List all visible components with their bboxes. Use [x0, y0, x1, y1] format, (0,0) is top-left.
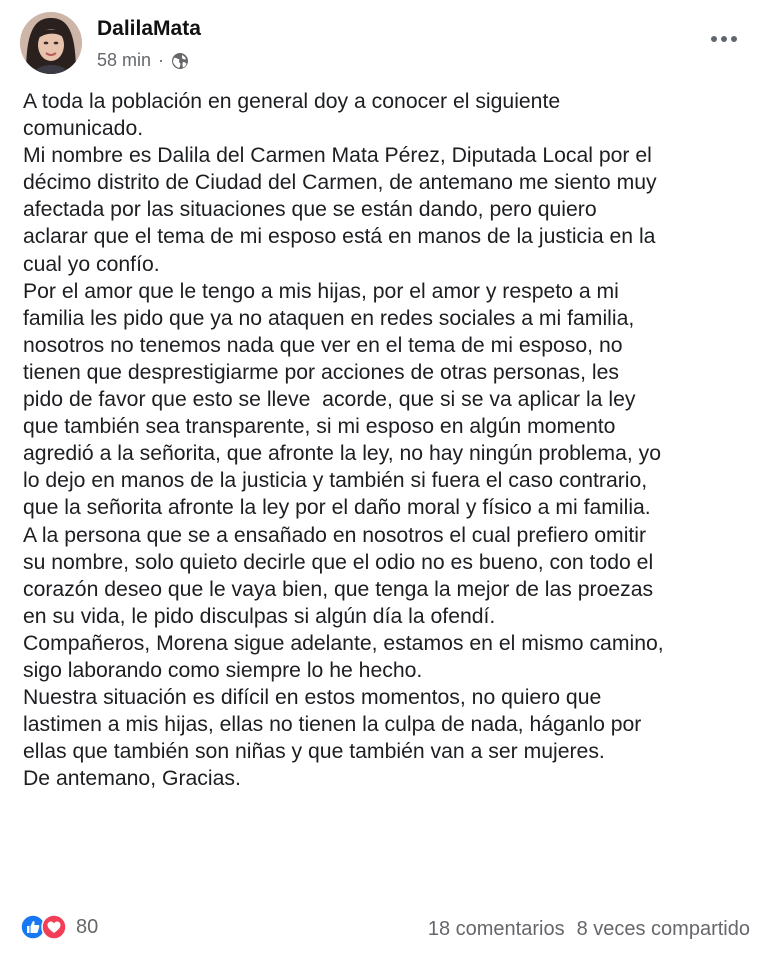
- post-time[interactable]: 58 min: [97, 50, 152, 70]
- dot: [711, 36, 717, 42]
- post-paragraph: Compañeros, Morena sigue adelante, estamos en el mismo camino, sigo laborando como siempre lo he hecho.: [23, 631, 664, 682]
- post-stats: [428, 918, 750, 941]
- reactions-summary[interactable]: [20, 914, 98, 940]
- post-paragraph: De antemano, Gracias.: [23, 767, 241, 791]
- dot-separator: ·: [158, 50, 165, 70]
- avatar[interactable]: [20, 12, 82, 74]
- post-paragraph: Por el amor que le tengo a mis hijas, por el amor y respeto a mi familia les pido que ya no ataquen en redes sociales a mi familia, nosotros no tenemos nada que ver en el tema de mi esposo, no tienen que desprestigiarme por acciones de otras personas, les pido de favor que esto se lleve acorde, que si se va aplicar la ley que también sea transparente, si mi esposo en algún momento agredió a la señorita, que afronte la ley, no hay ningún problema, yo lo dejo en manos de la justicia y también si fuera el caso contrario, que la señorita afronte la ley por el daño moral y físico a mi familia.: [23, 279, 662, 520]
- post-footer: [20, 914, 750, 948]
- post-header: [20, 12, 750, 76]
- shares-count-link[interactable]: 8 veces compartido: [576, 918, 750, 940]
- author-name[interactable]: DalilaMata: [97, 17, 201, 40]
- post-paragraph: Mi nombre es Dalila del Carmen Mata Pérez, Diputada Local por el décimo distrito de Ciudad del Carmen, de antemano me siento muy afectada por las situaciones que se están dando, pero quiero aclarar que el tema de mi esposo está en manos de la justicia en la cual yo confío.: [23, 144, 657, 276]
- globe-icon[interactable]: [171, 52, 189, 70]
- more-options-icon[interactable]: [706, 29, 742, 49]
- profile-photo: [20, 12, 82, 74]
- comments-count-link[interactable]: 18 comentarios: [427, 918, 565, 940]
- dot: [721, 36, 727, 42]
- reaction-count: 80: [76, 915, 99, 938]
- post-paragraph: A toda la población en general doy a conocer el siguiente comunicado.: [23, 90, 561, 141]
- post-text: [23, 88, 751, 792]
- love-icon: [41, 914, 67, 940]
- post-paragraph: Nuestra situación es difícil en estos momentos, no quiero que lastimen a mis hijas, ellas no tienen la culpa de nada, háganlo por ellas que también son niñas y que también van a ser mujeres.: [23, 686, 642, 764]
- dot: [731, 36, 737, 42]
- post-paragraph: A la persona que se a ensañado en nosotros el cual prefiero omitir su nombre, solo quieto decirle que el odio no es bueno, con todo el corazón deseo que le vaya bien, que tenga la mejor de las proezas en su vida, le pido disculpas si algún día la ofendí.: [23, 523, 654, 628]
- post-meta: [97, 50, 189, 71]
